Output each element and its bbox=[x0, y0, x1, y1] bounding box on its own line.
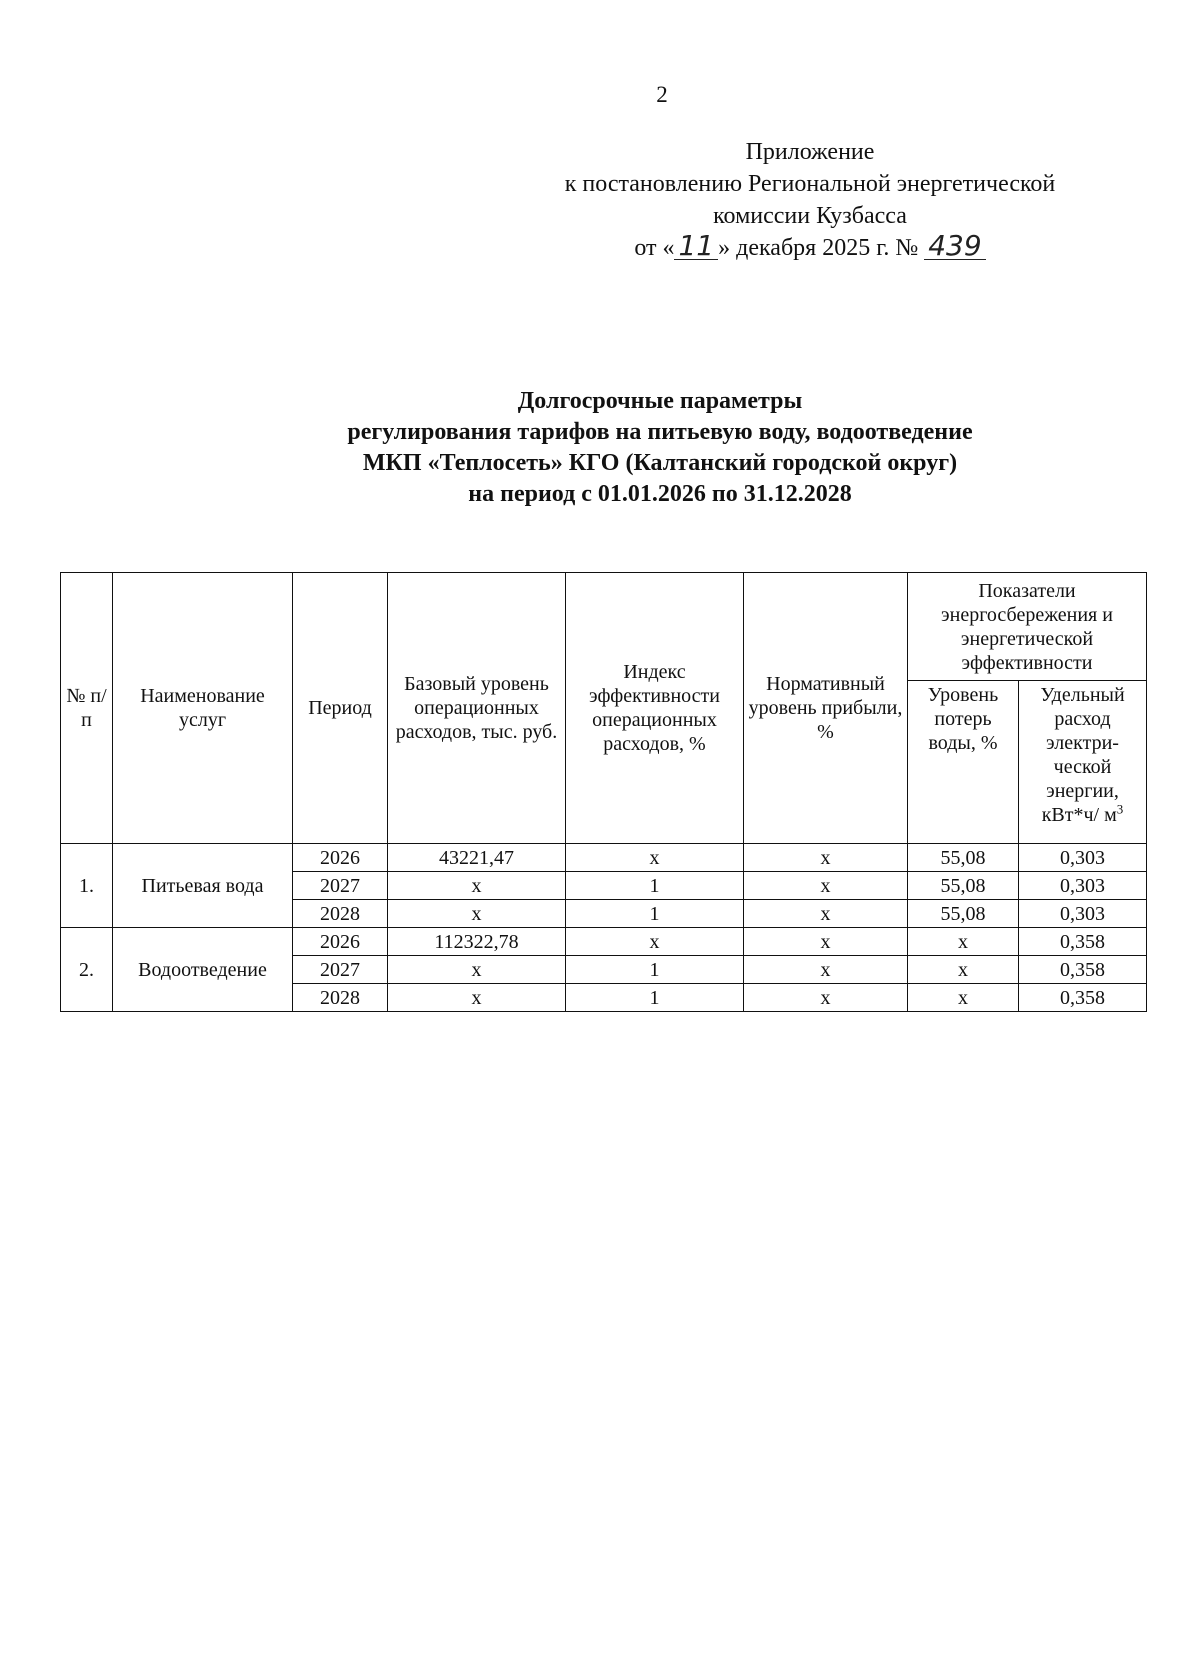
cell-water-loss: х bbox=[908, 984, 1019, 1012]
handwritten-doc-number: 439 bbox=[924, 233, 985, 260]
handwritten-day: 11 bbox=[674, 233, 718, 260]
cell-base-level: х bbox=[388, 984, 566, 1012]
page-number: 2 bbox=[656, 82, 668, 107]
cell-efficiency-index: 1 bbox=[566, 900, 744, 928]
table-row bbox=[61, 928, 1147, 956]
appendix-line-2: к постановлению Региональной энергетической bbox=[564, 171, 1056, 197]
cell-profit-level: х bbox=[744, 984, 908, 1012]
cell-efficiency-index: 1 bbox=[566, 984, 744, 1012]
cell-period: 2026 bbox=[293, 844, 388, 872]
header-electricity-sup: 3 bbox=[1116, 801, 1124, 817]
title-line-2: регулирования тарифов на питьевую воду, водоотведение bbox=[347, 419, 973, 445]
cell-efficiency-index: 1 bbox=[566, 872, 744, 900]
header-electricity bbox=[1019, 681, 1147, 844]
cell-electricity: 0,358 bbox=[1019, 984, 1147, 1012]
header-num: № п/п bbox=[61, 573, 113, 844]
title-line-4: на период с 01.01.2026 по 31.12.2028 bbox=[468, 481, 852, 507]
cell-water-loss: 55,08 bbox=[908, 900, 1019, 928]
cell-base-level: х bbox=[388, 956, 566, 984]
cell-period: 2028 bbox=[293, 900, 388, 928]
cell-profit-level: х bbox=[744, 900, 908, 928]
header-water-loss: Уровень потерь воды, % bbox=[908, 681, 1019, 844]
date-middle: » декабря 2025 г. № bbox=[718, 235, 919, 261]
cell-electricity: 0,303 bbox=[1019, 844, 1147, 872]
appendix-date-line bbox=[520, 229, 1100, 264]
cell-period: 2027 bbox=[293, 956, 388, 984]
cell-profit-level: х bbox=[744, 928, 908, 956]
cell-base-level: х bbox=[388, 872, 566, 900]
table-row bbox=[61, 844, 1147, 872]
appendix-line-1: Приложение bbox=[745, 139, 875, 165]
row-num: 1. bbox=[61, 844, 113, 928]
row-service: Питьевая вода bbox=[113, 844, 293, 928]
document-title bbox=[0, 386, 1200, 510]
header-period: Период bbox=[293, 573, 388, 844]
cell-period: 2026 bbox=[293, 928, 388, 956]
header-profit-level: Нормативный уровень прибыли, % bbox=[744, 573, 908, 844]
appendix-block bbox=[520, 136, 1100, 264]
header-energy-group: Показатели энергосбережения и энергетической эффективности bbox=[908, 573, 1147, 681]
cell-electricity: 0,303 bbox=[1019, 872, 1147, 900]
header-base-level: Базовый уровень операционных расходов, тыс. руб. bbox=[388, 573, 566, 844]
cell-electricity: 0,303 bbox=[1019, 900, 1147, 928]
cell-water-loss: 55,08 bbox=[908, 872, 1019, 900]
cell-period: 2027 bbox=[293, 872, 388, 900]
date-prefix: от « bbox=[634, 235, 675, 261]
header-electricity-text: Удельный расход электри-ческой энергии, кВт*ч/ м bbox=[1040, 684, 1125, 826]
cell-base-level: х bbox=[388, 900, 566, 928]
header-service: Наименование услуг bbox=[113, 573, 293, 844]
cell-electricity: 0,358 bbox=[1019, 928, 1147, 956]
cell-profit-level: х bbox=[744, 956, 908, 984]
header-efficiency-index: Индекс эффективности операционных расходов, % bbox=[566, 573, 744, 844]
table-header bbox=[61, 573, 1147, 844]
row-num: 2. bbox=[61, 928, 113, 1012]
cell-water-loss: х bbox=[908, 956, 1019, 984]
parameters-table bbox=[60, 572, 1147, 1012]
cell-electricity: 0,358 bbox=[1019, 956, 1147, 984]
cell-efficiency-index: х bbox=[566, 928, 744, 956]
cell-water-loss: х bbox=[908, 928, 1019, 956]
title-line-3: МКП «Теплосеть» КГО (Калтанский городской округ) bbox=[362, 450, 958, 476]
cell-efficiency-index: х bbox=[566, 844, 744, 872]
table-body bbox=[61, 844, 1147, 1012]
appendix-line-3: комиссии Кузбасса bbox=[713, 203, 907, 229]
cell-profit-level: х bbox=[744, 844, 908, 872]
title-line-1: Долгосрочные параметры bbox=[517, 388, 803, 414]
cell-water-loss: 55,08 bbox=[908, 844, 1019, 872]
cell-base-level: 43221,47 bbox=[388, 844, 566, 872]
cell-period: 2028 bbox=[293, 984, 388, 1012]
cell-base-level: 112322,78 bbox=[388, 928, 566, 956]
cell-efficiency-index: 1 bbox=[566, 956, 744, 984]
row-service: Водоотведение bbox=[113, 928, 293, 1012]
cell-profit-level: х bbox=[744, 872, 908, 900]
